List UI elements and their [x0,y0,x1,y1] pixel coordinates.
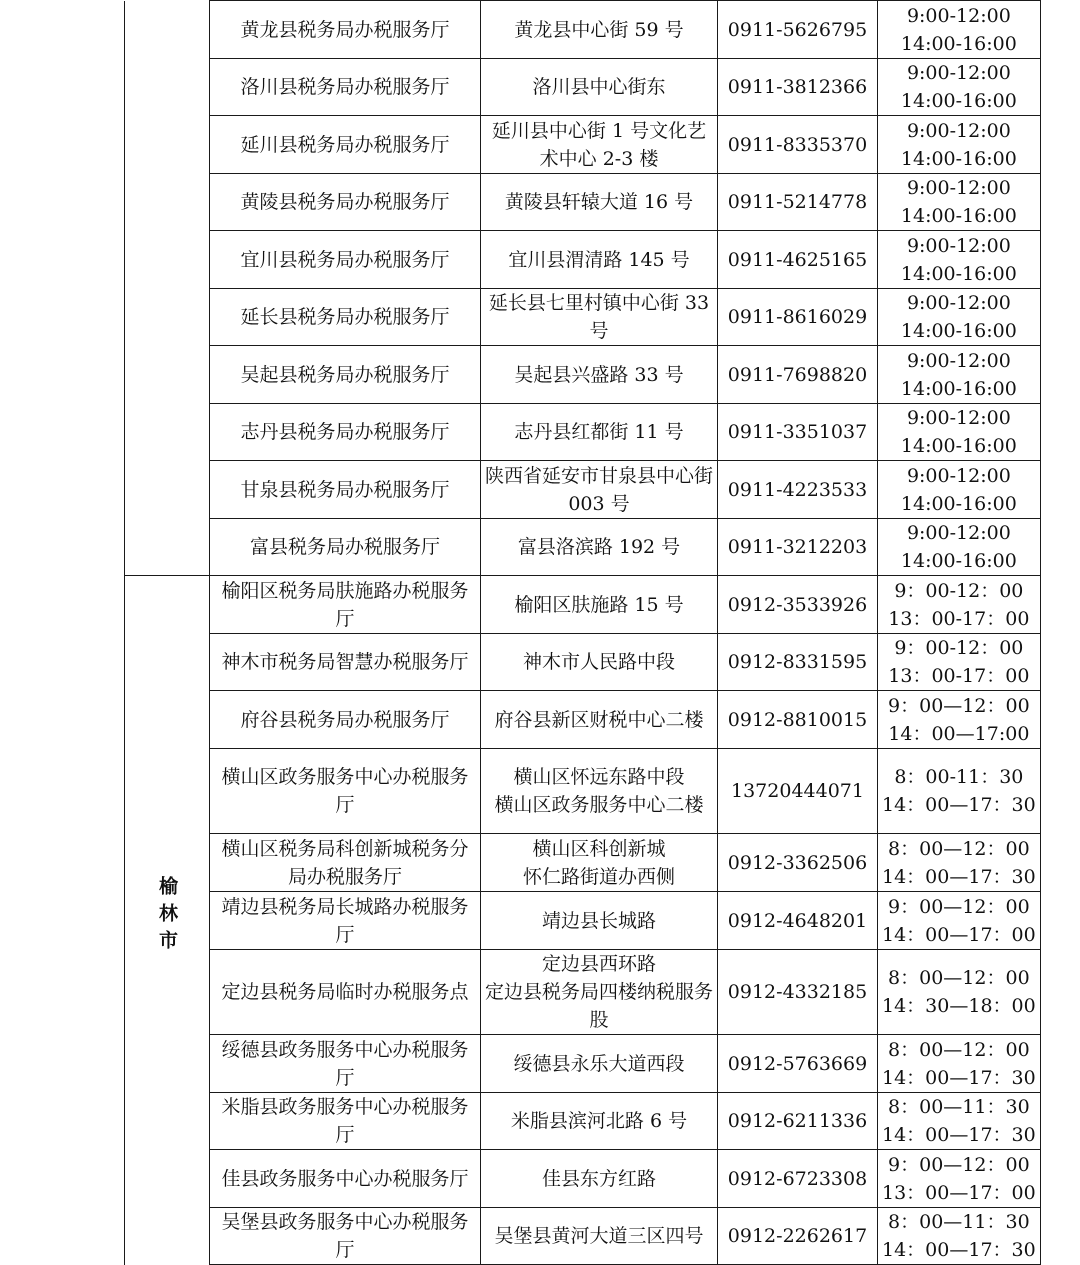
table-row [125,1208,1041,1265]
office-name-cell: 吴堡县政务服务中心办税服务厅 [210,1208,481,1265]
office-name-cell: 神木市税务局智慧办税服务厅 [210,634,481,691]
cell-line: 9：00—12：00 [888,694,1030,717]
hours-cell [878,1035,1041,1093]
office-name-cell: 志丹县税务局办税服务厅 [210,404,481,461]
cell-line: 14:00-16:00 [900,377,1017,400]
hours-cell [878,1208,1041,1265]
office-name-cell: 洛川县税务局办税服务厅 [210,59,481,116]
hours-cell [878,1,1041,59]
cell-line: 9:00-12:00 [906,349,1011,372]
office-name-cell: 宜川县税务局办税服务厅 [210,231,481,289]
table-row [125,1,1041,59]
hours-cell [878,519,1041,576]
cell-line: 14:00-16:00 [900,205,1017,227]
phone-cell: 0911-5626795 [718,1,878,59]
phone-cell: 13720444071 [718,749,878,834]
phone-cell: 0911-8616029 [718,289,878,346]
cell-line: 府谷县新区财税中心二楼 [494,708,704,731]
table-row [125,691,1041,749]
cell-line: 13：00-17：00 [888,665,1030,687]
address-cell: 黄龙县中心街 59 号 [481,1,718,59]
hours-cell [878,346,1041,404]
hours-cell [878,576,1041,634]
hours-cell [878,174,1041,231]
cell-line: 9:00-12:00 [906,464,1011,487]
cell-line: 8：00—11：30 [888,1211,1030,1233]
cell-line: 绥德县永乐大道西段 [513,1052,685,1075]
phone-cell: 0911-4625165 [718,231,878,289]
cell-line: 14：00—17：30 [882,865,1036,888]
city-name: 榆林市 [156,875,178,957]
office-name-cell: 绥德县政务服务中心办税服务厅 [210,1035,481,1093]
cell-line: 榆阳区肤施路 15 号 [514,593,684,616]
table-row [125,749,1041,834]
cell-line: 13：00-17：00 [888,607,1030,630]
table-row [125,404,1041,461]
cell-line: 9：00—12：00 [888,1153,1030,1176]
cell-line: 14：00—17：30 [882,1239,1036,1261]
office-name-cell: 榆阳区税务局肤施路办税服务厅 [210,576,481,634]
cell-line: 横山区科创新城 [532,837,666,860]
cell-line: 9:00-12:00 [906,522,1011,544]
office-name-cell: 黄陵县税务局办税服务厅 [210,174,481,231]
address-cell [481,1035,718,1093]
cell-line: 14：00—17：00 [882,923,1036,946]
table-row [125,1035,1041,1093]
cell-line: 9:00-12:00 [906,119,1011,142]
address-cell [481,749,718,834]
office-name-cell: 延川县税务局办税服务厅 [210,116,481,174]
cell-line: 14:00-16:00 [900,32,1017,55]
cell-line: 14：30—18：00 [882,995,1036,1017]
phone-cell: 0912-3362506 [718,834,878,892]
office-name-cell: 横山区税务局科创新城税务分局办税服务厅 [210,834,481,892]
address-cell: 延川县中心街 1 号文化艺术中心 2-3 楼 [481,116,718,174]
address-cell [481,1208,718,1265]
table-row [125,1093,1041,1150]
phone-cell: 0912-8331595 [718,634,878,691]
hours-cell [878,634,1041,691]
cell-line: 横山区政务服务中心二楼 [494,794,704,816]
table-row [125,461,1041,519]
address-cell: 延长县七里村镇中心街 33 号 [481,289,718,346]
address-cell [481,691,718,749]
table-row [125,231,1041,289]
cell-line: 13：00—17：00 [882,1181,1036,1204]
address-cell: 吴起县兴盛路 33 号 [481,346,718,404]
cell-line: 定边县税务局四楼纳税服务股 [485,981,714,1031]
cell-line: 8：00-11：30 [894,766,1024,788]
cell-line: 9:00-12:00 [906,292,1011,314]
cell-line: 9：00-12：00 [894,637,1024,659]
hours-cell [878,231,1041,289]
address-cell [481,950,718,1035]
cell-line: 14:00-16:00 [900,147,1017,170]
phone-cell: 0912-5763669 [718,1035,878,1093]
cell-line: 14：00—17:00 [888,722,1030,745]
phone-cell: 0911-5214778 [718,174,878,231]
table-row [125,834,1041,892]
cell-line: 14：00—17：30 [882,794,1036,816]
cell-line: 14:00-16:00 [900,90,1017,112]
hours-cell [878,289,1041,346]
table-row [125,576,1041,634]
address-cell: 洛川县中心街东 [481,59,718,116]
cell-line: 8：00—12：00 [888,1038,1030,1061]
hours-cell [878,1093,1041,1150]
phone-cell: 0912-4332185 [718,950,878,1035]
hours-cell [878,59,1041,116]
phone-cell: 0911-7698820 [718,346,878,404]
hours-cell [878,749,1041,834]
phone-cell: 0911-4223533 [718,461,878,519]
address-cell: 宜川县渭清路 145 号 [481,231,718,289]
address-cell [481,834,718,892]
cell-line: 9：00—12：00 [888,895,1030,918]
phone-cell: 0911-3212203 [718,519,878,576]
city-cell-yanan [125,1,210,576]
office-name-cell: 佳县政务服务中心办税服务厅 [210,1150,481,1208]
cell-line: 14：00—17：30 [882,1066,1036,1089]
address-cell: 黄陵县轩辕大道 16 号 [481,174,718,231]
hours-cell [878,691,1041,749]
phone-cell: 0912-2262617 [718,1208,878,1265]
office-name-cell: 横山区政务服务中心办税服务厅 [210,749,481,834]
phone-cell: 0912-8810015 [718,691,878,749]
cell-line: 8：00—12：00 [888,837,1030,860]
cell-line: 9：00-12：00 [894,579,1024,602]
office-name-cell: 定边县税务局临时办税服务点 [210,950,481,1035]
address-cell: 陕西省延安市甘泉县中心街 003 号 [481,461,718,519]
office-name-cell: 黄龙县税务局办税服务厅 [210,1,481,59]
office-name-cell: 甘泉县税务局办税服务厅 [210,461,481,519]
address-cell [481,576,718,634]
cell-line: 米脂县滨河北路 6 号 [510,1110,688,1132]
cell-line: 靖边县长城路 [541,909,656,932]
address-cell [481,634,718,691]
cell-line: 怀仁路街道办西侧 [522,865,675,888]
table-row [125,346,1041,404]
cell-line: 14：00—17：30 [882,1124,1036,1146]
office-name-cell: 富县税务局办税服务厅 [210,519,481,576]
office-name-cell: 延长县税务局办税服务厅 [210,289,481,346]
table-row [125,116,1041,174]
table-row [125,950,1041,1035]
cell-line: 横山区怀远东路中段 [513,766,685,788]
office-name-cell: 米脂县政务服务中心办税服务厅 [210,1093,481,1150]
office-name-cell: 吴起县税务局办税服务厅 [210,346,481,404]
cell-line: 9:00-12:00 [906,4,1011,27]
phone-cell: 0912-3533926 [718,576,878,634]
hours-cell [878,892,1041,950]
table-row [125,634,1041,691]
cell-line: 8：00—12：00 [888,967,1030,989]
hours-cell [878,834,1041,892]
address-cell [481,892,718,950]
table-row [125,174,1041,231]
address-cell: 志丹县红都街 11 号 [481,404,718,461]
cell-line: 吴堡县黄河大道三区四号 [494,1225,704,1247]
phone-cell: 0911-8335370 [718,116,878,174]
address-cell [481,1150,718,1208]
phone-cell: 0911-3351037 [718,404,878,461]
cell-line: 14:00-16:00 [900,492,1017,515]
table-row [125,289,1041,346]
cell-line: 定边县西环路 [541,953,656,975]
cell-line: 14:00-16:00 [900,435,1017,457]
table-row [125,59,1041,116]
office-name-cell: 靖边县税务局长城路办税服务厅 [210,892,481,950]
phone-cell: 0911-3812366 [718,59,878,116]
cell-line: 14:00-16:00 [900,550,1017,572]
hours-cell [878,404,1041,461]
city-cell-yulin [125,576,210,1265]
cell-line: 9:00-12:00 [906,234,1011,257]
phone-cell: 0912-6723308 [718,1150,878,1208]
cell-line: 9:00-12:00 [906,407,1011,429]
cell-line: 神木市人民路中段 [522,651,675,673]
address-cell: 富县洛滨路 192 号 [481,519,718,576]
hours-cell [878,1150,1041,1208]
cell-line: 9:00-12:00 [906,177,1011,199]
table-row [125,519,1041,576]
hours-cell [878,461,1041,519]
table-row [125,892,1041,950]
cell-line: 14:00-16:00 [900,262,1017,285]
phone-cell: 0912-4648201 [718,892,878,950]
cell-line: 14:00-16:00 [900,320,1017,342]
office-name-cell: 府谷县税务局办税服务厅 [210,691,481,749]
hours-cell [878,116,1041,174]
tax-office-table [124,0,1041,1265]
cell-line: 佳县东方红路 [541,1167,656,1190]
hours-cell [878,950,1041,1035]
address-cell [481,1093,718,1150]
cell-line: 8：00—11：30 [888,1096,1030,1118]
phone-cell: 0912-6211336 [718,1093,878,1150]
table-row [125,1150,1041,1208]
cell-line: 9:00-12:00 [906,62,1011,84]
